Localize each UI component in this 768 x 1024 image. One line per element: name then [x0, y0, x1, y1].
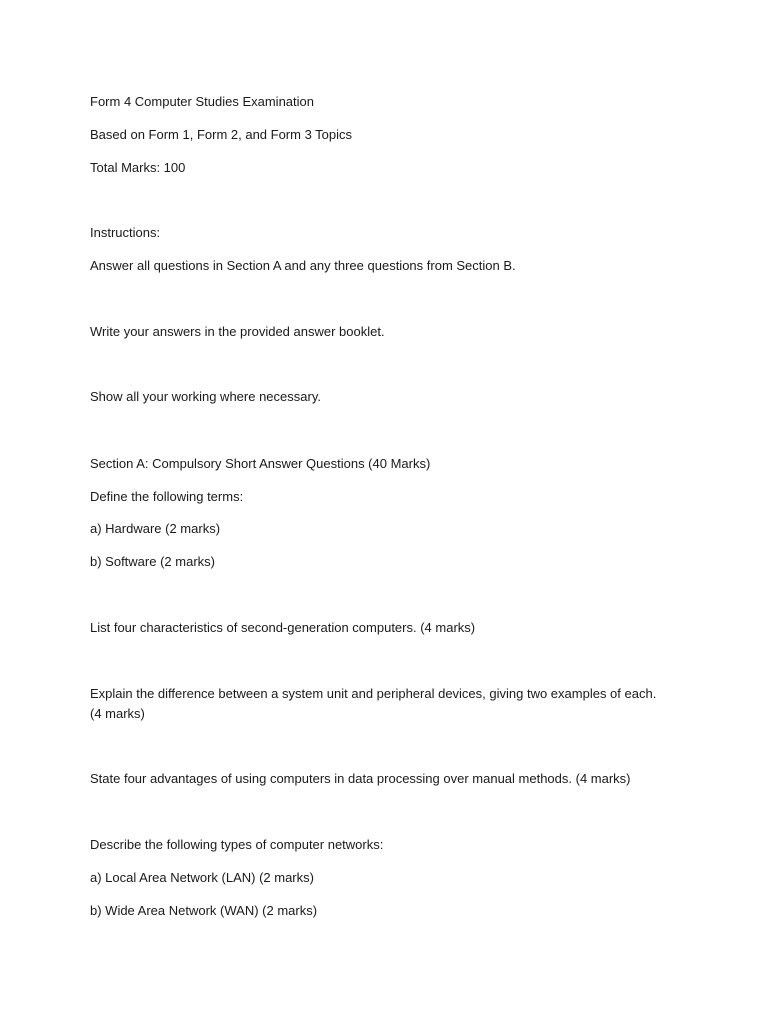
- instruction-item: Answer all questions in Section A and any three questions from Section B.: [90, 258, 516, 273]
- total-marks: Total Marks: 100: [90, 160, 186, 175]
- instruction-item: Write your answers in the provided answer booklet.: [90, 324, 385, 339]
- question-text: Explain the difference between a system unit and peripheral devices, giving two examples of each. (4 marks): [90, 686, 657, 721]
- question-prompt: Describe the following types of computer networks:: [90, 837, 384, 852]
- question-prompt: Define the following terms:: [90, 489, 244, 504]
- exam-title: Form 4 Computer Studies Examination: [90, 94, 314, 109]
- instructions-heading: Instructions:: [90, 225, 161, 240]
- question-text: List four characteristics of second-generation computers. (4 marks): [90, 620, 476, 635]
- question-part: a) Hardware (2 marks): [90, 521, 221, 536]
- instruction-item: Show all your working where necessary.: [90, 389, 321, 404]
- question-part: b) Software (2 marks): [90, 554, 215, 569]
- question-part: b) Wide Area Network (WAN) (2 marks): [90, 903, 318, 918]
- exam-subtitle: Based on Form 1, Form 2, and Form 3 Topics: [90, 127, 353, 142]
- question-part: a) Local Area Network (LAN) (2 marks): [90, 870, 314, 885]
- section-a-heading: Section A: Compulsory Short Answer Questions (40 Marks): [90, 456, 431, 471]
- question-text: State four advantages of using computers in data processing over manual methods. (4 marks): [90, 771, 631, 786]
